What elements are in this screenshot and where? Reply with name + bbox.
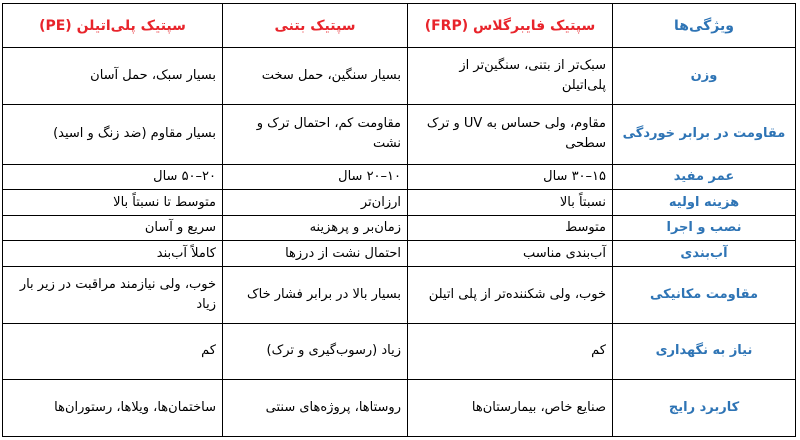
row-label: نیاز به نگهداری <box>613 324 796 379</box>
row-label: کاربرد رایج <box>613 379 796 436</box>
row-label: نصب و اجرا <box>613 215 796 241</box>
header-features: ویژگی‌ها <box>613 4 796 48</box>
row-initial-cost <box>3 190 796 216</box>
cell-frp: نسبتاً بالا <box>408 190 613 216</box>
header-row <box>3 4 796 48</box>
cell-pe: سریع و آسان <box>3 215 223 241</box>
cell-concrete: زمان‌بر و پرهزینه <box>223 215 408 241</box>
cell-concrete: احتمال نشت از درزها <box>223 241 408 267</box>
row-maintenance <box>3 324 796 379</box>
cell-concrete: ارزان‌تر <box>223 190 408 216</box>
row-label: آب‌بندی <box>613 241 796 267</box>
cell-pe: متوسط تا نسبتاً بالا <box>3 190 223 216</box>
row-label: عمر مفید <box>613 164 796 190</box>
cell-pe: ۲۰–۵۰ سال <box>3 164 223 190</box>
cell-concrete: بسیار بالا در برابر فشار خاک <box>223 266 408 323</box>
cell-concrete: بسیار سنگین، حمل سخت <box>223 48 408 105</box>
row-installation <box>3 215 796 241</box>
row-sealing <box>3 241 796 267</box>
row-label: مقاومت مکانیکی <box>613 266 796 323</box>
row-label: هزینه اولیه <box>613 190 796 216</box>
row-common-usage <box>3 379 796 436</box>
cell-pe: ساختمان‌ها، ویلاها، رستوران‌ها <box>3 379 223 436</box>
cell-frp: خوب، ولی شکننده‌تر از پلی اتیلن <box>408 266 613 323</box>
cell-pe: کم <box>3 324 223 379</box>
cell-pe: بسیار سبک، حمل آسان <box>3 48 223 105</box>
cell-frp: صنایع خاص، بیمارستان‌ها <box>408 379 613 436</box>
row-weight <box>3 48 796 105</box>
cell-concrete: مقاومت کم، احتمال ترک و نشت <box>223 105 408 164</box>
cell-frp: سبک‌تر از بتنی، سنگین‌تر از پلی‌اتیلن <box>408 48 613 105</box>
row-lifespan <box>3 164 796 190</box>
cell-frp: مقاوم، ولی حساس به UV و ترک سطحی <box>408 105 613 164</box>
cell-frp: آب‌بندی مناسب <box>408 241 613 267</box>
cell-pe: کاملاً آب‌بند <box>3 241 223 267</box>
cell-pe: بسیار مقاوم (ضد زنگ و اسید) <box>3 105 223 164</box>
row-label: وزن <box>613 48 796 105</box>
header-pe: سپتیک پلی‌اتیلن (PE) <box>3 4 223 48</box>
cell-pe: خوب، ولی نیازمند مراقبت در زیر بار زیاد <box>3 266 223 323</box>
septic-comparison-table <box>2 3 796 437</box>
header-frp: سپتیک فایبرگلاس (FRP) <box>408 4 613 48</box>
row-corrosion <box>3 105 796 164</box>
cell-concrete: روستاها، پروژه‌های سنتی <box>223 379 408 436</box>
header-concrete: سپتیک بتنی <box>223 4 408 48</box>
row-label: مقاومت در برابر خوردگی <box>613 105 796 164</box>
cell-concrete: ۱۰–۲۰ سال <box>223 164 408 190</box>
row-mechanical-strength <box>3 266 796 323</box>
cell-concrete: زیاد (رسوب‌گیری و ترک) <box>223 324 408 379</box>
cell-frp: کم <box>408 324 613 379</box>
comparison-table-container <box>2 3 795 437</box>
cell-frp: متوسط <box>408 215 613 241</box>
cell-frp: ۱۵–۳۰ سال <box>408 164 613 190</box>
